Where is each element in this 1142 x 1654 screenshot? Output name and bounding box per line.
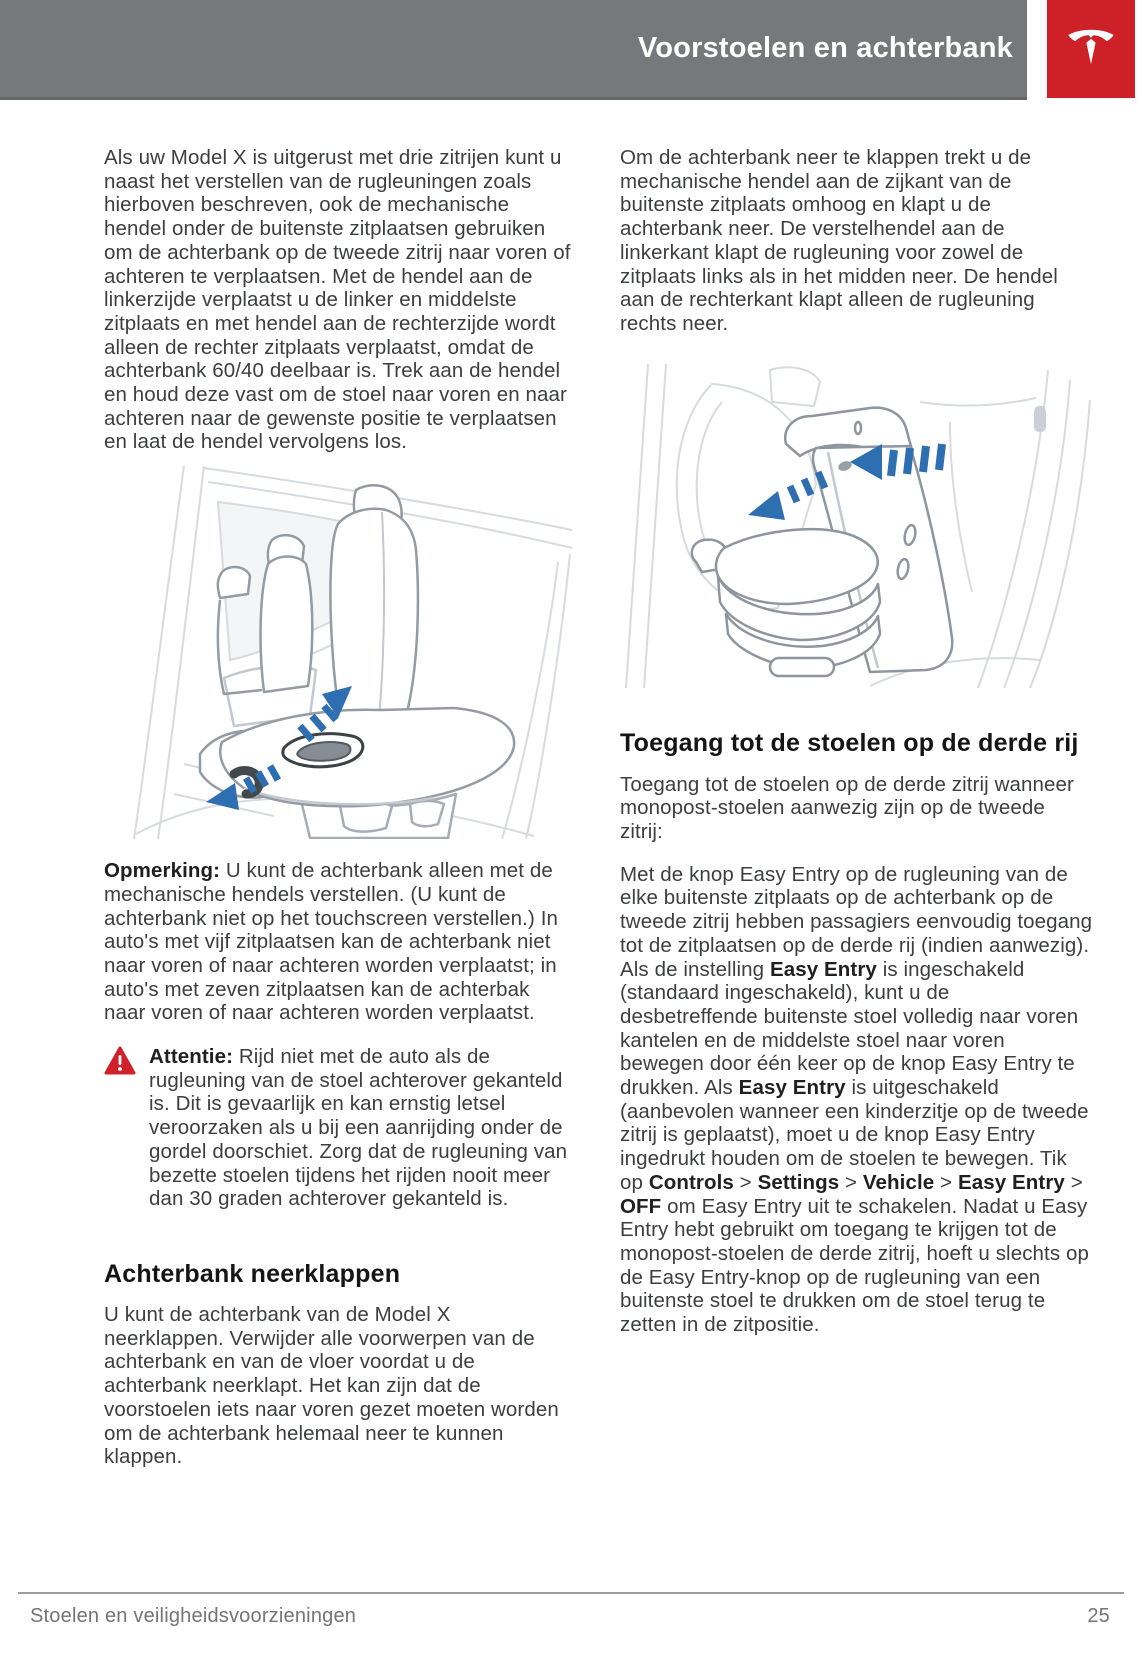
section-heading-fold-rear-seat: Achterbank neerklappen [104, 1259, 401, 1288]
folded-seat-figure [620, 362, 1093, 688]
section-heading-third-row-access: Toegang tot de stoelen op de derde rij [620, 728, 1079, 757]
third-row-lead-paragraph: Toegang tot de stoelen op de derde zitrij wanneer monopost-stoelen aanwezig zijn op de tweede zitrij: [620, 772, 1074, 844]
tesla-logo-box [1047, 0, 1135, 98]
seat-handle-graphic [283, 734, 363, 767]
intro-paragraph: Als uw Model X is uitgerust met drie zitrijen kunt u naast het verstellen van de rugleuningen zoals hierboven beschreven, ook de mechanische hendel onder de buitenste zitplaatsen gebruiken om de achterbank op de tweede zitrij naar voren of achteren te verplaatsen. Met de hendel aan de linkerzijde verplaatst u de linker en middelste zitplaats en met hendel aan de rechterzijde wordt alleen de rechter zitplaats verplaatst, omdat de achterbank 60/40 deelbaar is. Trek aan de hendel en houd deze vast om de stoel naar voren en naar achteren naar de gewenste positie te verplaatsen en laat de hendel vervolgens los. [104, 146, 571, 454]
easy-entry-paragraph: Met de knop Easy Entry op de rugleuning van de elke buitenste zitplaats op de achterbank op de tweede zitrij hebben passagiers eenvoudig toegang tot de zitplaatsen op de derde rij (indien aanwezig). Als de instelling Easy Entry is ingeschakeld (standaard ingeschakeld), kunt u de desbetreffende buitenste stoel volledig naar voren kantelen en de middelste stoel naar voren bewegen door één keer op de knop Easy Entry te drukken. Als Easy Entry is uitgeschakeld (aanbevolen wanneer een kinderzitje op de tweede zitrij is geplaatst), moet u de knop Easy Entry ingedrukt houden om de stoelen te bewegen. Tik op Controls > Settings > Vehicle > Easy Entry > OFF om Easy Entry uit te schakelen. Nadat u Easy Entry hebt gebruikt om toegang te krijgen tot de monopost-stoelen de derde zitrij, hoeft u slechts op de Easy Entry-knop op de rugleuning van een buitenste stoel te drukken om de stoel terug te zetten in de zitpositie. [620, 862, 1093, 1337]
page-header [0, 0, 1142, 100]
warning-block [104, 1045, 573, 1211]
tesla-logo-icon [1064, 21, 1118, 77]
page-title: Voorstoelen en achterbank [637, 32, 1013, 64]
footer-chapter-title: Stoelen en veiligheidsvoorzieningen [30, 1605, 357, 1627]
header-bar [0, 0, 1027, 100]
note-paragraph: Opmerking: U kunt de achterbank alleen met de mechanische hendels verstellen. (U kunt de achterbank niet op het touchscreen verstellen.) In auto's met vijf zitplaatsen kan de achterbank niet naar voren of naar achteren worden verplaatst; in auto's met zeven zitplaatsen kan de achterbak naar voren of naar achteren worden verplaatst. [104, 859, 558, 1025]
warning-paragraph: Attentie: Rijd niet met de auto als de rugleuning van de stoel achterover gekanteld is. Dit is gevaarlijk en kan ernstig letsel veroorzaken als u bij een aanrijding onder de gordel doorschiet. Zorg dat de rugleuning van bezette stoelen tijdens het rijden nooit meer dan 30 graden achterover gekanteld is. [149, 1045, 568, 1211]
fold-rear-seat-paragraph: U kunt de achterbank van de Model X neerklappen. Verwijder alle voorwerpen van de achterbank en van de vloer voordat u de achterbank neerklapt. Het kan zijn dat de voorstoelen iets naar voren gezet moeten worden om de achterbank helemaal neer te kunnen klappen. [104, 1302, 559, 1469]
header-gap [1027, 0, 1047, 100]
door-trim-graphic [1034, 406, 1046, 432]
second-row-seats-illustration [104, 464, 573, 839]
warning-triangle-icon [104, 1045, 136, 1211]
second-row-seats-figure [104, 464, 573, 839]
content-columns [0, 100, 1142, 1469]
left-column [104, 146, 573, 1469]
release-arrow-icon [748, 472, 825, 520]
fold-instructions-paragraph: Om de achterbank neer te klappen trekt u de mechanische hendel aan de zijkant van de buitenste zitplaats omhoog en klapt u de achterbank neer. De verstelhendel aan de linkerkant klapt de rugleuning voor zowel de zitplaats links als in het midden neer. De hendel aan de rechterkant klapt alleen de rugleuning rechts neer. [620, 146, 1058, 335]
footer-page-number: 25 [1087, 1605, 1110, 1627]
page-footer [18, 1592, 1124, 1628]
right-column [620, 146, 1093, 1469]
folded-seat-illustration [620, 362, 1093, 688]
